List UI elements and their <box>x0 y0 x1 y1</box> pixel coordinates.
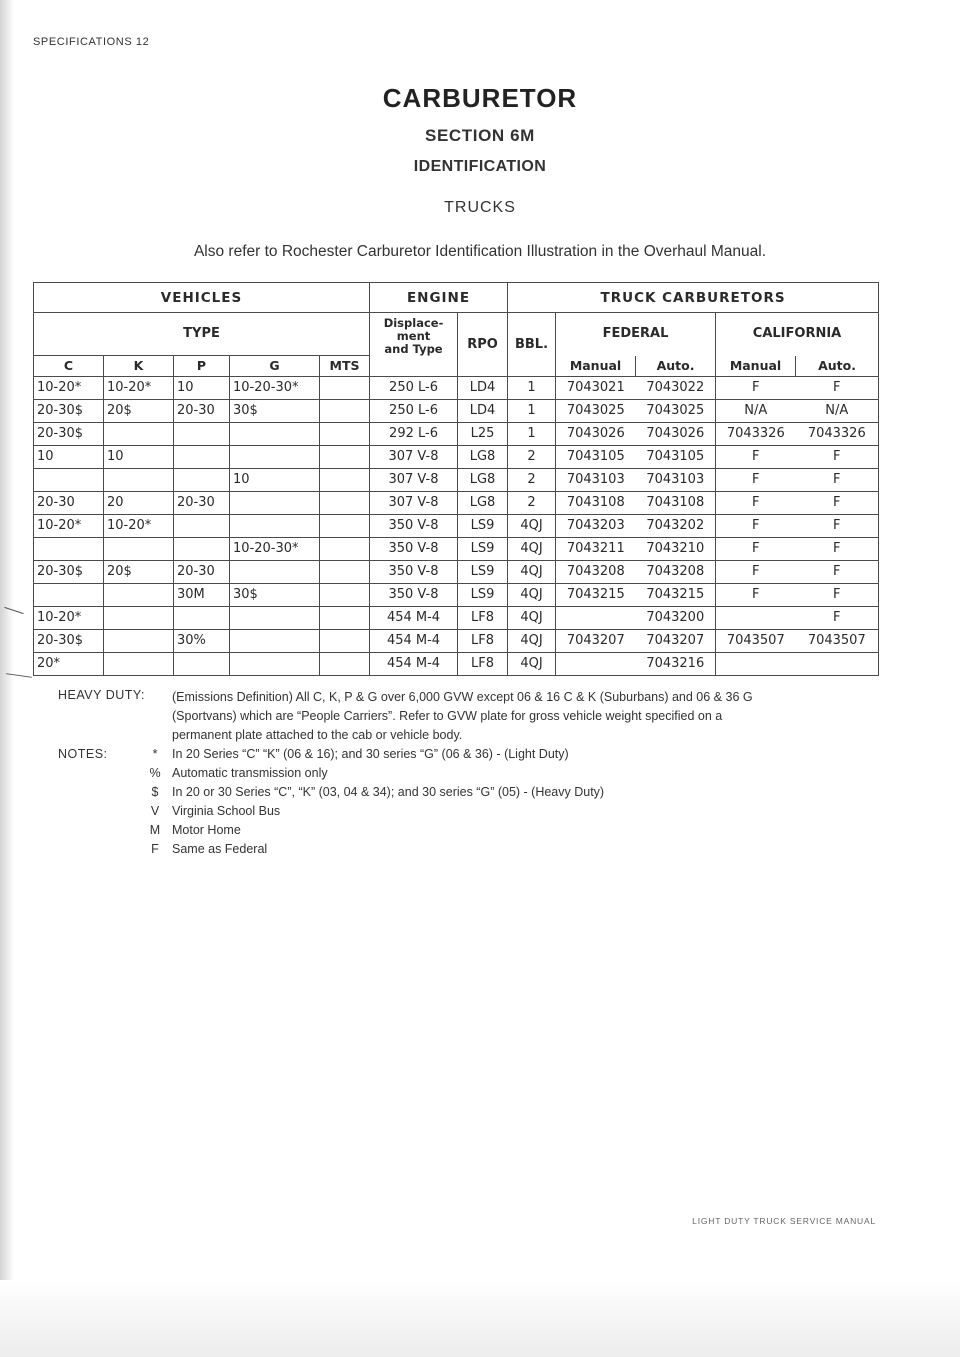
cell-federal-manual: 7043021 <box>556 377 636 400</box>
note-item <box>0 842 960 861</box>
table-row <box>34 630 879 653</box>
cell-k: 20$ <box>104 561 174 584</box>
carburetor-identification-table <box>33 282 879 676</box>
cell-p <box>174 423 230 446</box>
cell-rpo: LG8 <box>458 446 508 469</box>
cell-california-auto: F <box>796 515 879 538</box>
cell-k: 10-20* <box>104 377 174 400</box>
cell-california-manual: F <box>716 515 796 538</box>
cell-federal-auto: 7043208 <box>636 561 716 584</box>
bbl-header: BBL. <box>508 313 556 377</box>
cell-displacement: 350 V-8 <box>370 584 458 607</box>
cell-displacement: 454 M-4 <box>370 630 458 653</box>
cell-mts <box>320 492 370 515</box>
col-g-header: G <box>230 356 320 377</box>
table-row <box>34 446 879 469</box>
cell-federal-manual: 7043103 <box>556 469 636 492</box>
cell-g <box>230 515 320 538</box>
cell-california-manual <box>716 653 796 676</box>
type-header: TYPE <box>34 313 370 356</box>
cell-mts <box>320 377 370 400</box>
table-row <box>34 584 879 607</box>
cell-bbl: 2 <box>508 446 556 469</box>
cell-k: 20$ <box>104 400 174 423</box>
cell-k: 10-20* <box>104 515 174 538</box>
cell-federal-manual: 7043203 <box>556 515 636 538</box>
cell-federal-auto: 7043103 <box>636 469 716 492</box>
group-header-row <box>34 283 879 313</box>
note-text: Virginia School Bus <box>172 804 281 818</box>
heavy-duty-definition <box>172 688 872 745</box>
footer-manual-title: LIGHT DUTY TRUCK SERVICE MANUAL <box>692 1216 876 1226</box>
cell-mts <box>320 400 370 423</box>
cell-mts <box>320 515 370 538</box>
cell-mts <box>320 607 370 630</box>
cell-g <box>230 630 320 653</box>
cell-k <box>104 538 174 561</box>
col-p-header: P <box>174 356 230 377</box>
cell-p: 30% <box>174 630 230 653</box>
cell-mts <box>320 561 370 584</box>
cell-rpo: LS9 <box>458 538 508 561</box>
cell-g: 10-20-30* <box>230 538 320 561</box>
cell-displacement: 250 L-6 <box>370 377 458 400</box>
cell-k: 20 <box>104 492 174 515</box>
cell-p <box>174 469 230 492</box>
cell-p <box>174 446 230 469</box>
cell-california-manual: 7043326 <box>716 423 796 446</box>
cell-g: 30$ <box>230 400 320 423</box>
cell-g <box>230 653 320 676</box>
note-text: In 20 or 30 Series “C”, “K” (03, 04 & 34); and 30 series “G” (05) - (Heavy Duty) <box>172 785 605 799</box>
displacement-line-1: Displace- <box>383 316 444 330</box>
cell-displacement: 307 V-8 <box>370 492 458 515</box>
cell-federal-auto: 7043215 <box>636 584 716 607</box>
california-manual-header: Manual <box>716 356 796 377</box>
subgroup-header-row <box>34 313 879 356</box>
cell-california-auto: F <box>796 607 879 630</box>
page-title: CARBURETOR <box>382 83 578 113</box>
col-mts-header: MTS <box>320 356 370 377</box>
federal-auto-header: Auto. <box>636 356 716 377</box>
cell-california-auto: 7043507 <box>796 630 879 653</box>
cell-mts <box>320 584 370 607</box>
cell-bbl: 1 <box>508 400 556 423</box>
cell-federal-auto: 7043216 <box>636 653 716 676</box>
cell-displacement: 292 L-6 <box>370 423 458 446</box>
cell-federal-auto: 7043022 <box>636 377 716 400</box>
reference-note: Also refer to Rochester Carburetor Identification Illustration in the Overhaul Manual. <box>193 243 767 260</box>
cell-federal-auto: 7043108 <box>636 492 716 515</box>
cell-displacement: 454 M-4 <box>370 653 458 676</box>
displacement-header <box>370 313 458 377</box>
cell-bbl: 4QJ <box>508 653 556 676</box>
cell-rpo: LG8 <box>458 469 508 492</box>
col-k-header: K <box>104 356 174 377</box>
cell-california-manual: N/A <box>716 400 796 423</box>
identification-heading: IDENTIFICATION <box>413 158 547 175</box>
cell-p <box>174 653 230 676</box>
cell-california-manual: F <box>716 584 796 607</box>
cell-california-auto <box>796 653 879 676</box>
cell-c: 10-20* <box>34 377 104 400</box>
cell-p: 30M <box>174 584 230 607</box>
note-text: Automatic transmission only <box>172 766 328 780</box>
cell-p: 20-30 <box>174 561 230 584</box>
cell-k <box>104 607 174 630</box>
cell-california-auto: F <box>796 561 879 584</box>
cell-mts <box>320 653 370 676</box>
table-row <box>34 400 879 423</box>
cell-mts <box>320 423 370 446</box>
cell-bbl: 2 <box>508 469 556 492</box>
displacement-line-3: and Type <box>384 342 443 356</box>
cell-p: 10 <box>174 377 230 400</box>
table-row <box>34 561 879 584</box>
cell-bbl: 2 <box>508 492 556 515</box>
cell-mts <box>320 469 370 492</box>
section-number: SECTION 6M <box>425 126 535 145</box>
cell-federal-auto: 7043026 <box>636 423 716 446</box>
note-item <box>0 804 960 823</box>
cell-federal-auto: 7043202 <box>636 515 716 538</box>
table-row <box>34 492 879 515</box>
note-text: In 20 Series “C” “K” (06 & 16); and 30 series “G” (06 & 36) - (Light Duty) <box>172 747 569 761</box>
note-symbol: % <box>149 766 161 780</box>
cell-k <box>104 653 174 676</box>
table-body <box>34 377 879 676</box>
cell-rpo: LS9 <box>458 515 508 538</box>
heavy-duty-line: permanent plate attached to the cab or vehicle body. <box>172 728 463 742</box>
california-header: CALIFORNIA <box>716 313 879 356</box>
cell-bbl: 4QJ <box>508 561 556 584</box>
cell-c <box>34 584 104 607</box>
california-auto-header: Auto. <box>796 356 879 377</box>
cell-c <box>34 538 104 561</box>
note-item <box>0 823 960 842</box>
note-item <box>0 766 960 785</box>
cell-federal-manual: 7043208 <box>556 561 636 584</box>
cell-c: 20-30$ <box>34 630 104 653</box>
cell-c: 20-30 <box>34 492 104 515</box>
cell-displacement: 250 L-6 <box>370 400 458 423</box>
cell-k <box>104 630 174 653</box>
cell-k <box>104 423 174 446</box>
cell-g: 10-20-30* <box>230 377 320 400</box>
cell-c: 10-20* <box>34 515 104 538</box>
notes-label: NOTES: <box>58 747 108 761</box>
section-header-label: SPECIFICATIONS 12 <box>33 36 150 48</box>
cell-bbl: 1 <box>508 423 556 446</box>
table-row <box>34 469 879 492</box>
cell-c: 20-30$ <box>34 561 104 584</box>
cell-california-auto: F <box>796 469 879 492</box>
cell-federal-auto: 7043105 <box>636 446 716 469</box>
cell-k <box>104 469 174 492</box>
cell-c: 20-30$ <box>34 423 104 446</box>
cell-rpo: LD4 <box>458 377 508 400</box>
cell-federal-manual: 7043026 <box>556 423 636 446</box>
cell-federal-manual: 7043211 <box>556 538 636 561</box>
cell-california-auto: F <box>796 446 879 469</box>
cell-displacement: 307 V-8 <box>370 446 458 469</box>
cell-california-manual: F <box>716 561 796 584</box>
cell-federal-manual: 7043207 <box>556 630 636 653</box>
cell-california-auto: F <box>796 538 879 561</box>
note-symbol: V <box>150 804 160 818</box>
table-row <box>34 377 879 400</box>
cell-g <box>230 561 320 584</box>
cell-g: 10 <box>230 469 320 492</box>
note-symbol: $ <box>151 785 159 799</box>
cell-bbl: 4QJ <box>508 607 556 630</box>
cell-rpo: LS9 <box>458 584 508 607</box>
table-row <box>34 653 879 676</box>
table-row <box>34 607 879 630</box>
note-symbol: F <box>151 842 159 856</box>
truck-carburetors-header: TRUCK CARBURETORS <box>508 283 879 313</box>
cell-c <box>34 469 104 492</box>
cell-g <box>230 423 320 446</box>
rpo-header: RPO <box>458 313 508 377</box>
cell-p <box>174 538 230 561</box>
note-symbol: M <box>149 823 161 837</box>
note-text: Motor Home <box>172 823 241 837</box>
cell-c: 10 <box>34 446 104 469</box>
cell-california-auto: F <box>796 377 879 400</box>
cell-bbl: 4QJ <box>508 538 556 561</box>
cell-p <box>174 607 230 630</box>
federal-manual-header: Manual <box>556 356 636 377</box>
cell-federal-auto: 7043200 <box>636 607 716 630</box>
cell-federal-manual: 7043025 <box>556 400 636 423</box>
cell-bbl: 4QJ <box>508 515 556 538</box>
cell-federal-auto: 7043210 <box>636 538 716 561</box>
cell-g: 30$ <box>230 584 320 607</box>
page-bottom-shadow <box>0 1280 960 1357</box>
cell-rpo: LG8 <box>458 492 508 515</box>
col-c-header: C <box>34 356 104 377</box>
cell-g <box>230 607 320 630</box>
cell-rpo: L25 <box>458 423 508 446</box>
cell-rpo: LD4 <box>458 400 508 423</box>
cell-mts <box>320 538 370 561</box>
heavy-duty-label: HEAVY DUTY: <box>58 688 146 702</box>
table-row <box>34 515 879 538</box>
cell-displacement: 454 M-4 <box>370 607 458 630</box>
cell-california-manual: F <box>716 377 796 400</box>
cell-california-manual: F <box>716 492 796 515</box>
cell-california-auto: N/A <box>796 400 879 423</box>
displacement-line-2: ment <box>396 329 431 343</box>
note-item <box>0 785 960 804</box>
cell-k <box>104 584 174 607</box>
cell-california-manual: F <box>716 446 796 469</box>
federal-header: FEDERAL <box>556 313 716 356</box>
heavy-duty-line: (Sportvans) which are “People Carriers”. Refer to GVW plate for gross vehicle weight specified on a <box>172 709 723 723</box>
cell-displacement: 350 V-8 <box>370 538 458 561</box>
cell-california-manual: F <box>716 538 796 561</box>
cell-rpo: LF8 <box>458 607 508 630</box>
cell-federal-manual <box>556 607 636 630</box>
cell-california-auto: 7043326 <box>796 423 879 446</box>
cell-federal-auto: 7043207 <box>636 630 716 653</box>
cell-california-auto: F <box>796 584 879 607</box>
cell-displacement: 307 V-8 <box>370 469 458 492</box>
cell-federal-manual: 7043215 <box>556 584 636 607</box>
cell-bbl: 4QJ <box>508 584 556 607</box>
cell-california-manual <box>716 607 796 630</box>
cell-california-manual: 7043507 <box>716 630 796 653</box>
subject-heading: TRUCKS <box>444 199 516 216</box>
cell-p: 20-30 <box>174 492 230 515</box>
cell-california-manual: F <box>716 469 796 492</box>
engine-header: ENGINE <box>370 283 508 313</box>
cell-rpo: LS9 <box>458 561 508 584</box>
cell-displacement: 350 V-8 <box>370 515 458 538</box>
cell-c: 20* <box>34 653 104 676</box>
cell-p: 20-30 <box>174 400 230 423</box>
cell-c: 10-20* <box>34 607 104 630</box>
cell-california-auto: F <box>796 492 879 515</box>
cell-g <box>230 446 320 469</box>
note-symbol: * <box>152 747 158 761</box>
cell-mts <box>320 446 370 469</box>
note-item <box>0 747 960 766</box>
cell-federal-auto: 7043025 <box>636 400 716 423</box>
cell-federal-manual: 7043108 <box>556 492 636 515</box>
cell-federal-manual <box>556 653 636 676</box>
cell-p <box>174 515 230 538</box>
table-row <box>34 538 879 561</box>
cell-bbl: 1 <box>508 377 556 400</box>
heavy-duty-line: (Emissions Definition) All C, K, P & G over 6,000 GVW except 06 & 16 C & K (Suburbans) and 06 & 36 G <box>172 690 753 704</box>
cell-rpo: LF8 <box>458 653 508 676</box>
cell-federal-manual: 7043105 <box>556 446 636 469</box>
cell-g <box>230 492 320 515</box>
vehicles-header: VEHICLES <box>34 283 370 313</box>
cell-rpo: LF8 <box>458 630 508 653</box>
cell-c: 20-30$ <box>34 400 104 423</box>
cell-mts <box>320 630 370 653</box>
cell-displacement: 350 V-8 <box>370 561 458 584</box>
note-text: Same as Federal <box>172 842 268 856</box>
cell-k: 10 <box>104 446 174 469</box>
table-row <box>34 423 879 446</box>
cell-bbl: 4QJ <box>508 630 556 653</box>
